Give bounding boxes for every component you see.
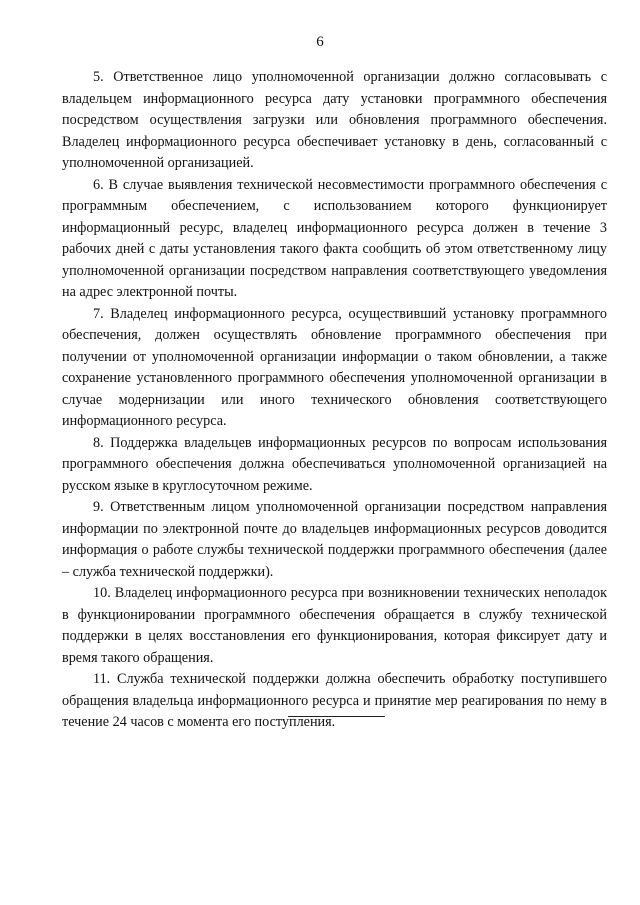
end-divider-line: [288, 716, 385, 717]
paragraph-6: 6. В случае выявления технической несовместимости программного обеспечения с программным обеспечением, с использованием которого функционирует информационный ресурс, владелец информационного ресурса должен в течение 3 рабочих дней с даты установления такого факта сообщить об этом ответственному лицу уполномоченной организации посредством направления соответствующего уведомления на адрес электронной почты.: [62, 176, 607, 300]
paragraph-10: 10. Владелец информационного ресурса при возникновении технических неполадок в функционировании программного обеспечения обращается в службу технической поддержки в целях восстановления его функционирования, которая фиксирует дату и время такого обращения.: [62, 585, 607, 666]
paragraph-9: 9. Ответственным лицом уполномоченной организации посредством направления информации по электронной почте до владельцев информационных ресурсов доводится информация о работе службы технической поддержки программного обеспечения (далее – служба технической поддержки).: [62, 499, 607, 580]
page-number: 6: [316, 34, 324, 50]
paragraph-7: 7. Владелец информационного ресурса, осуществивший установку программного обеспечения, должен осуществлять обновление программного обеспечения при получении от уполномоченной организации информации о таком обновлении, а также сохранение установленного программного обеспечения уполномоченной организации в случае модернизации или иного технического обновления соответствующего информационного ресурса.: [62, 305, 607, 429]
document-body: [62, 67, 607, 734]
paragraph-11: 11. Служба технической поддержки должна обеспечить обработку поступившего обращения владельца информационного ресурса и принятие мер реагирования по нему в течение 24 часов с момента его поступления.: [62, 671, 607, 730]
paragraph-5: 5. Ответственное лицо уполномоченной организации должно согласовывать с владельцем информационного ресурса дату установки программного обеспечения посредством осуществления загрузки или обновления программного обеспечения. Владелец информационного ресурса обеспечивает установку в день, согласованный с уполномоченной организацией.: [62, 69, 607, 171]
paragraph-8: 8. Поддержка владельцев информационных ресурсов по вопросам использования программного обеспечения должна обеспечиваться уполномоченной организацией на русском языке в круглосуточном режиме.: [62, 434, 607, 494]
